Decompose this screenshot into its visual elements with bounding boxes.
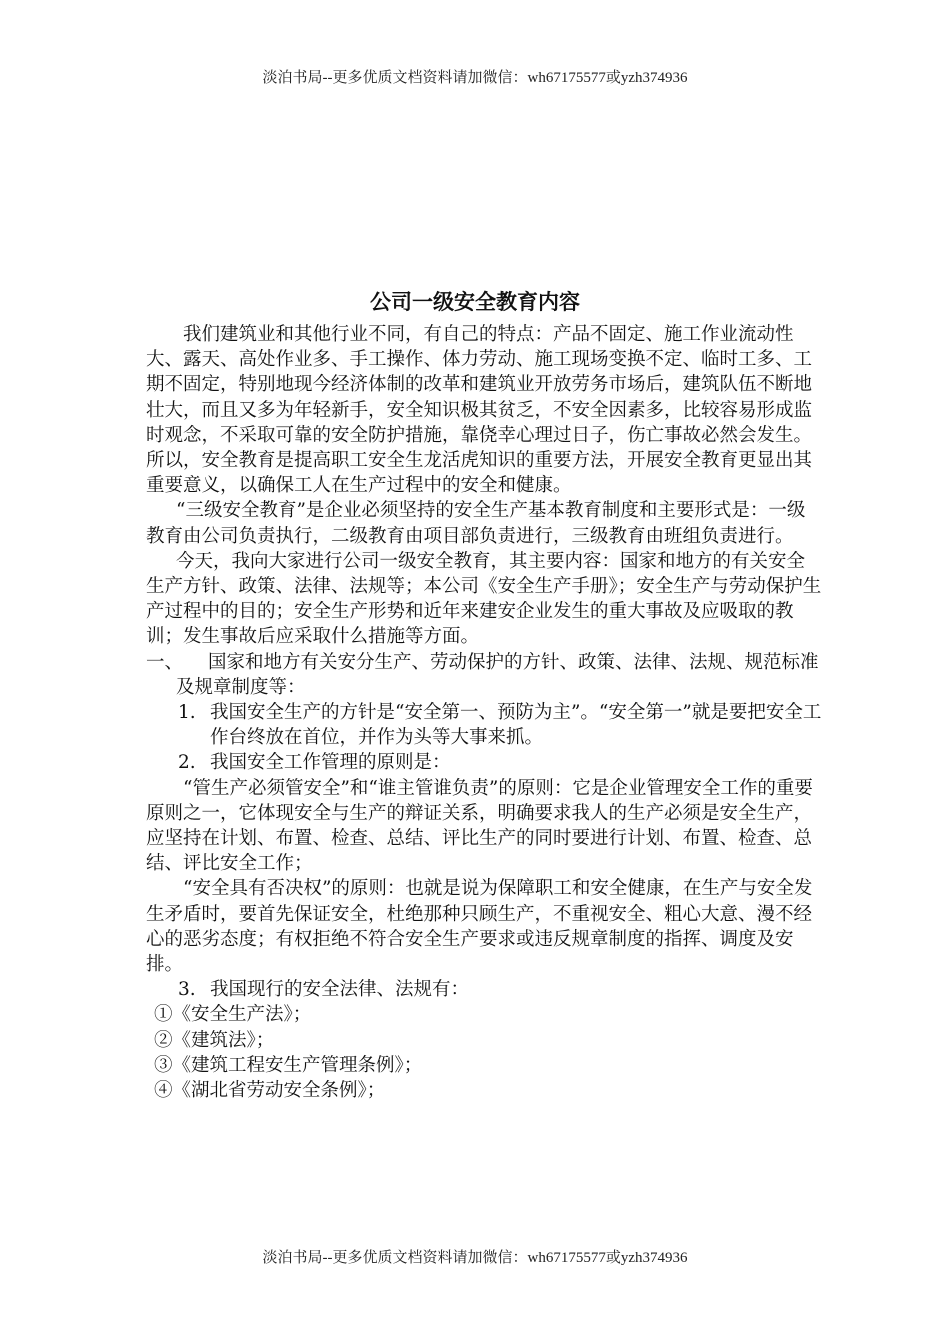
page-footer: 淡泊书局--更多优质文档资料请加微信：wh67175577或yzh374936 (262, 1250, 688, 1266)
list-text: 我国安全生产的方针是“安全第一、预防为主”。“安全第一”就是要把安全工作台终放在首位，并作为头等大事来抓。 (210, 702, 822, 749)
list-number: 1. (178, 702, 196, 724)
list-item-3 (146, 977, 822, 1002)
section-text: 国家和地方有关安分生产、劳动保护的方针、政策、法律、法规、规范标准及规章制度等： (176, 651, 819, 698)
list-text: 我国现行的安全法律、法规有： (210, 979, 470, 1001)
law-item: ②《建筑法》； (154, 1029, 275, 1051)
list-text: 我国安全工作管理的原则是： (210, 752, 451, 774)
paragraph-intro: 我们建筑业和其他行业不同，有自己的特点：产品不固定、施工作业流动性大、露天、高处作业多、手工操作、体力劳动、施工现场变换不定、临时工多、工期不固定，特别地现今经济体制的改革和建筑业开放劳务市场后，建筑队伍不断地壮大，而且又多为年轻新手，安全知识极其贫乏，不安全因素多，比较容易形成监时观念，不采取可靠的安全防护措施，靠侥幸心理过日子，伤亡事故必然会发生。所以，安全教育是提高职工安全生龙活虎知识的重要方法，开展安全教育更显出其重要意义，以确保工人在生产过程中的安全和健康。 (146, 324, 813, 497)
document-title: 公司一级安全教育内容 (370, 290, 580, 314)
list-number: 3. (178, 979, 196, 1001)
list-item-2 (146, 750, 822, 775)
paragraph-today: 今天，我向大家进行公司一级安全教育，其主要内容：国家和地方的有关安全生产方针、政策、法律、法规等；本公司《安全生产手册》；安全生产与劳动保护生产过程中的目的；安全生产形势和近年来建安企业发生的重大事故及应吸取的教训；发生事故后应采取什么措施等方面。 (146, 550, 822, 648)
document-body (146, 322, 822, 1103)
section-number: 一、 (146, 651, 184, 673)
page-header: 淡泊书局--更多优质文档资料请加微信：wh67175577或yzh374936 (262, 70, 688, 86)
principle-paragraph-1: “管生产必须管安全”和“谁主管谁负责”的原则：它是企业管理安全工作的重要原则之一，它体现安全与生产的辩证关系，明确要求我人的生产必须是安全生产，应坚持在计划、布置、检查、总结、评比生产的同时要进行计划、布置、检查、总结、评比安全工作； (146, 777, 813, 875)
section-heading-1 (146, 650, 822, 700)
law-item: ①《安全生产法》； (154, 1004, 312, 1026)
list-number: 2. (178, 752, 196, 774)
law-item: ④《湖北省劳动安全条例》； (154, 1080, 386, 1102)
paragraph-three-level: “三级安全教育”是企业必须坚持的安全生产基本教育制度和主要形式是：一级教育由公司负责执行，二级教育由项目部负责进行，三级教育由班组负责进行。 (146, 500, 806, 547)
list-item-1 (146, 700, 822, 750)
principle-paragraph-2: “安全具有否决权”的原则：也就是说为保障职工和安全健康，在生产与安全发生矛盾时，要首先保证安全，杜绝那种只顾生产，不重视安全、粗心大意、漫不经心的恶劣态度；有权拒绝不符合安全生产要求或违反规章制度的指挥、调度及安排。 (146, 878, 813, 976)
law-item: ③《建筑工程安生产管理条例》； (154, 1054, 423, 1076)
